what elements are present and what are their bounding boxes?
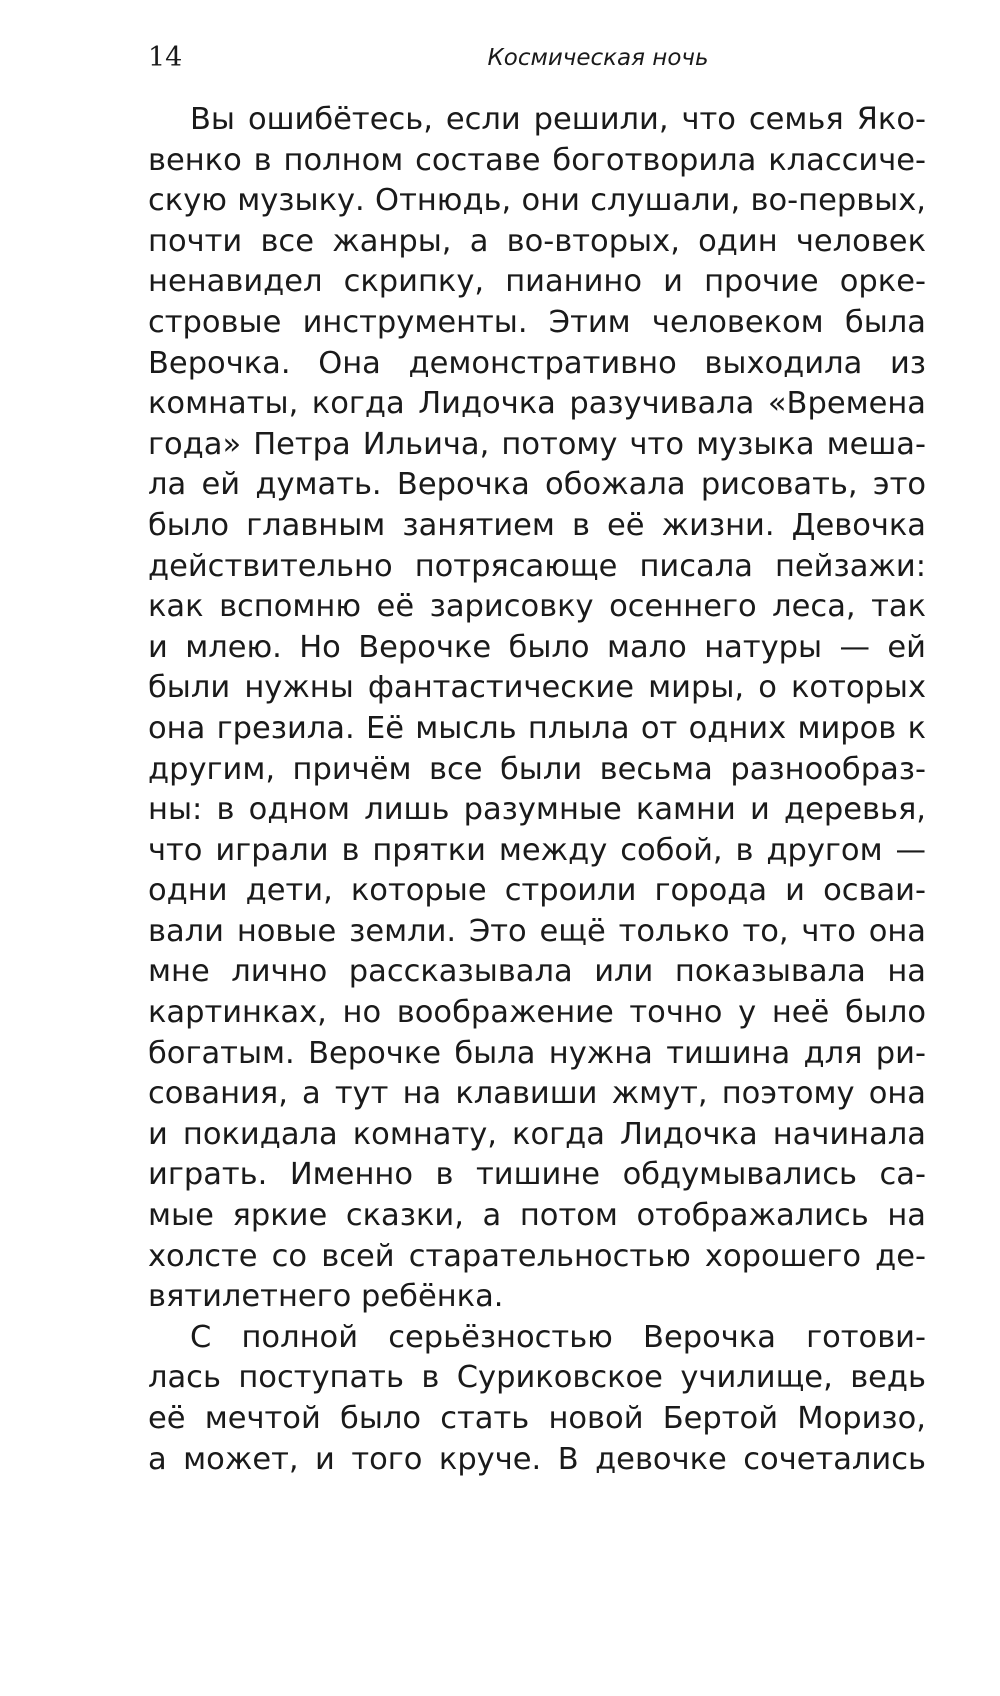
text-line: ны: в одном лишь разумные камни и деревья, [148, 792, 926, 828]
text-line: были нужны фантастические миры, о которых [148, 670, 926, 706]
text-line: комнаты, когда Лидочка разучивала «Времена [148, 386, 926, 422]
text-line: было главным занятием в её жизни. Девочка [148, 507, 926, 543]
text-line: что играли в прятки между собой, в другом — [148, 832, 926, 868]
text-line: Верочка. Она демонстративно выходила из [148, 345, 926, 381]
page-number: 14 [148, 42, 183, 73]
text-line: С полной серьёзностью Верочка готови- [190, 1319, 926, 1355]
text-line: лась поступать в Суриковское училище, ведь [148, 1360, 926, 1396]
text-line: ненавидел скрипку, пианино и прочие орке- [148, 264, 926, 300]
text-line: богатым. Верочке была нужна тишина для ри- [148, 1035, 926, 1071]
text-line: ла ей думать. Верочка обожала рисовать, это [148, 467, 926, 503]
text-line: другим, причём все были весьма разнообраз- [148, 751, 926, 787]
text-line: вали новые земли. Это ещё только то, что она [148, 913, 926, 949]
text-line: почти все жанры, а во-вторых, один человек [148, 223, 926, 259]
running-head [148, 38, 928, 78]
text-line: играть. Именно в тишине обдумывались са- [148, 1157, 926, 1193]
text-line: действительно потрясающе писала пейзажи: [148, 548, 926, 584]
text-line: вятилетнего ребёнка. [148, 1279, 504, 1315]
text-line: мне лично рассказывала или показывала на [148, 954, 926, 990]
text-line: как вспомню её зарисовку осеннего леса, так [148, 589, 926, 625]
running-title: Космическая ночь [487, 45, 709, 71]
text-line: а может, и того круче. В девочке сочетались [148, 1441, 926, 1477]
text-line: года» Петра Ильича, потому что музыка меша- [148, 426, 926, 462]
text-line: одни дети, которые строили города и осваи- [148, 873, 926, 909]
text-line: её мечтой было стать новой Бертой Моризо, [148, 1401, 926, 1436]
text-line: и млею. Но Верочке было мало натуры — ей [148, 629, 926, 665]
text-line: венко в полном составе боготворила классиче- [148, 142, 926, 178]
text-line: и покидала комнату, когда Лидочка начинала [148, 1116, 926, 1152]
text-line: мые яркие сказки, а потом отображались на [148, 1198, 926, 1234]
text-line: скую музыку. Отнюдь, они слушали, во-первых, [148, 183, 926, 219]
text-line: сования, а тут на клавиши жмут, поэтому она [148, 1076, 926, 1112]
text-line: Вы ошибётесь, если решили, что семья Яко- [190, 102, 926, 137]
text-line: стровые инструменты. Этим человеком была [148, 304, 926, 340]
text-line: картинках, но воображение точно у неё было [148, 995, 926, 1031]
text-line: холсте со всей старательностью хорошего де- [148, 1238, 926, 1274]
text-line: она грезила. Её мысль плыла от одних миров к [148, 710, 926, 746]
body-text [148, 100, 926, 1480]
